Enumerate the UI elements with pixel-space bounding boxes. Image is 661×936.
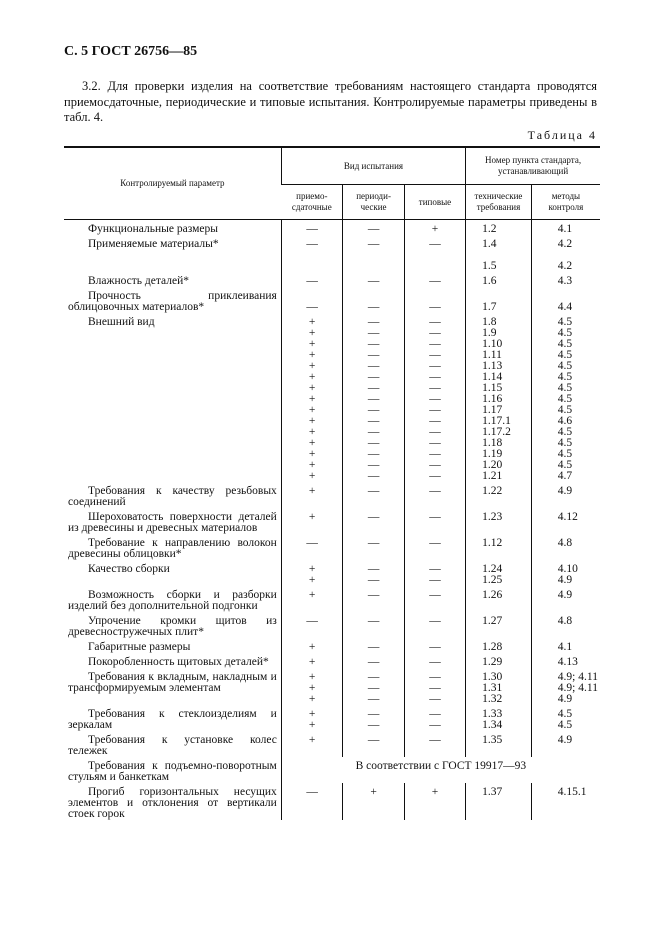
test-mark-cell: — <box>404 508 465 534</box>
method-cell: 4.1 <box>531 638 600 653</box>
param-cell: Шероховатость поверхности деталей из древесины и древесных материалов <box>68 511 277 534</box>
test-mark-cell: + <box>281 482 343 508</box>
param-cell: Прочность приклеивания облицовочных материалов* <box>68 290 277 313</box>
test-mark-cell: — — — <box>343 668 404 705</box>
method-cell: 4.5 4.5 4.5 4.5 4.5 4.5 4.5 4.5 4.5 4.6 4.5 4.5 4.5 4.5 4.7 <box>531 313 600 482</box>
test-mark-cell: — <box>343 287 404 313</box>
tech-req-cell: 1.22 <box>466 482 532 508</box>
tech-req-cell: 1.8 1.9 1.10 1.11 1.13 1.14 1.15 1.16 1.17 1.17.1 1.17.2 1.18 1.19 1.20 1.21 <box>466 313 532 482</box>
test-mark-cell: — — <box>343 705 404 731</box>
table-row <box>64 508 600 534</box>
tech-req-cell: 1.26 <box>466 586 532 612</box>
sub-header-acceptance: приемо- сдаточные <box>291 191 332 212</box>
method-cell: 4.15.1 <box>531 783 600 820</box>
test-mark-cell: + + <box>281 560 343 586</box>
table-row <box>64 235 600 272</box>
tech-req-cell: 1.29 <box>466 653 532 668</box>
group-test-header: Вид испытания <box>281 147 465 185</box>
tech-req-cell: 1.12 <box>466 534 532 560</box>
test-mark-cell: — <box>404 235 465 272</box>
intro-paragraph <box>64 79 597 126</box>
test-mark-cell: + <box>281 731 343 757</box>
test-mark-cell: — — — — — — — — — — — — — — — <box>343 313 404 482</box>
col-param-header: Контролируемый параметр <box>64 147 281 220</box>
test-mark-cell: + + + + + + + + + + + + + + + <box>281 313 343 482</box>
tech-req-cell: 1.37 <box>466 783 532 820</box>
span-note-cell: В соответствии с ГОСТ 19917—93 <box>281 757 600 783</box>
param-cell: Прогиб горизонтальных несущих элементов и отклонения от вертикали стоек горок <box>68 786 277 820</box>
test-mark-cell: — — — <box>404 668 465 705</box>
test-mark-cell: + <box>281 653 343 668</box>
param-cell: Требования к подъемно-поворотным стульям и банкеткам <box>68 760 277 783</box>
test-mark-cell: + + <box>281 705 343 731</box>
param-cell: Функциональные размеры <box>88 223 218 235</box>
test-mark-cell: — — — — — — — — — — — — — — — <box>404 313 465 482</box>
test-mark-cell: + <box>281 638 343 653</box>
param-cell: Требования к качеству резьбовых соединений <box>68 485 277 508</box>
method-cell: 4.8 <box>531 534 600 560</box>
test-mark-cell: — <box>281 287 343 313</box>
param-cell: Покоробленность щитовых деталей* <box>88 656 269 668</box>
test-mark-cell: — <box>343 638 404 653</box>
test-mark-cell: — — <box>343 560 404 586</box>
group-std-header: Номер пункта стандарта, устанавливающий <box>466 147 600 185</box>
test-mark-cell: — <box>343 508 404 534</box>
tech-req-cell: 1.24 1.25 <box>466 560 532 586</box>
test-mark-cell: + <box>404 783 465 820</box>
table-row <box>64 534 600 560</box>
table-row <box>64 272 600 287</box>
table-row <box>64 612 600 638</box>
method-cell: 4.10 4.9 <box>531 560 600 586</box>
method-cell: 4.9 <box>531 482 600 508</box>
test-mark-cell: — <box>281 220 343 236</box>
tech-req-cell: 1.4 1.5 <box>466 235 532 272</box>
test-mark-cell: — <box>343 653 404 668</box>
test-mark-cell: — <box>404 638 465 653</box>
table-row <box>64 757 600 783</box>
test-mark-cell: — <box>404 731 465 757</box>
test-mark-cell: — <box>281 612 343 638</box>
test-mark-cell: — <box>404 272 465 287</box>
table-row <box>64 638 600 653</box>
table-row <box>64 287 600 313</box>
method-cell: 4.9 <box>531 731 600 757</box>
test-mark-cell: — <box>343 731 404 757</box>
method-cell: 4.9 <box>531 586 600 612</box>
test-mark-cell: + <box>281 508 343 534</box>
param-cell: Качество сборки <box>88 563 170 575</box>
param-cell: Требование к направлению волокон древесины облицовки* <box>68 537 277 560</box>
param-cell: Внешний вид <box>88 316 155 328</box>
test-mark-cell: — <box>404 586 465 612</box>
tech-req-cell: 1.35 <box>466 731 532 757</box>
test-mark-cell: — — <box>404 705 465 731</box>
param-cell: Применяемые материалы* <box>88 238 219 250</box>
tech-req-cell: 1.30 1.31 1.32 <box>466 668 532 705</box>
test-mark-cell: — <box>343 612 404 638</box>
sub-header-type: типовые <box>404 185 465 220</box>
parameters-table <box>64 146 600 820</box>
test-mark-cell: — <box>343 534 404 560</box>
test-mark-cell: — <box>281 534 343 560</box>
param-cell: Требования к стеклоизделиям и зеркалам <box>68 708 277 731</box>
table-row <box>64 731 600 757</box>
param-cell: Упрочение кромки щитов из древесностружечных плит* <box>68 615 277 638</box>
test-mark-cell: + <box>281 586 343 612</box>
param-cell: Возможность сборки и разборки изделий без дополнительной подгонки <box>68 589 277 612</box>
test-mark-cell: — <box>404 287 465 313</box>
test-mark-cell: — <box>404 534 465 560</box>
table-caption: Таблица 4 <box>527 128 597 142</box>
method-cell: 4.3 <box>531 272 600 287</box>
param-cell: Требования к вкладным, накладным и трансформируемым элементам <box>68 671 277 694</box>
tech-req-cell: 1.33 1.34 <box>466 705 532 731</box>
method-cell: 4.2 4.2 <box>531 235 600 272</box>
test-mark-cell: — — <box>404 560 465 586</box>
table-row <box>64 586 600 612</box>
sub-header-methods: методы контроля <box>531 185 600 220</box>
table-row <box>64 560 600 586</box>
method-cell: 4.5 4.5 <box>531 705 600 731</box>
tech-req-cell: 1.6 <box>466 272 532 287</box>
table-row <box>64 653 600 668</box>
test-mark-cell: — <box>343 220 404 236</box>
table-row <box>64 482 600 508</box>
tech-req-cell: 1.7 <box>466 287 532 313</box>
test-mark-cell: + + + <box>281 668 343 705</box>
test-mark-cell: — <box>404 653 465 668</box>
test-mark-cell: — <box>281 272 343 287</box>
test-mark-cell: — <box>404 482 465 508</box>
sub-header-periodic: периоди- ческие <box>343 185 404 220</box>
method-cell: 4.12 <box>531 508 600 534</box>
method-cell: 4.4 <box>531 287 600 313</box>
tech-req-cell: 1.27 <box>466 612 532 638</box>
param-cell: Габаритные размеры <box>88 641 191 653</box>
test-mark-cell: + <box>404 220 465 236</box>
table-row <box>64 783 600 820</box>
test-mark-cell: — <box>343 235 404 272</box>
test-mark-cell: — <box>281 783 343 820</box>
method-cell: 4.8 <box>531 612 600 638</box>
table-row <box>64 705 600 731</box>
param-cell: Требования к установке колес тележек <box>68 734 277 757</box>
param-cell: Влажность деталей* <box>88 275 189 287</box>
test-mark-cell: — <box>343 586 404 612</box>
table-body <box>64 220 600 821</box>
page-header: С. 5 ГОСТ 26756—85 <box>64 44 198 59</box>
test-mark-cell: — <box>343 272 404 287</box>
method-cell: 4.13 <box>531 653 600 668</box>
tech-req-cell: 1.23 <box>466 508 532 534</box>
test-mark-cell: — <box>281 235 343 272</box>
method-cell: 4.1 <box>531 220 600 236</box>
table-row <box>64 220 600 236</box>
test-mark-cell: — <box>404 612 465 638</box>
tech-req-cell: 1.28 <box>466 638 532 653</box>
test-mark-cell: + <box>343 783 404 820</box>
table-row <box>64 313 600 482</box>
intro-text: 3.2. Для проверки изделия на соответствие требованиям настоящего стандарта проводятся приемосдаточные, периодические и типовые испытания. Контролируемые параметры приведены в табл. 4. <box>64 79 597 124</box>
sub-header-tech: технические требования <box>466 185 532 220</box>
method-cell: 4.9; 4.11 4.9; 4.11 4.9 <box>531 668 600 705</box>
test-mark-cell: — <box>343 482 404 508</box>
tech-req-cell: 1.2 <box>466 220 532 236</box>
table-row <box>64 668 600 705</box>
